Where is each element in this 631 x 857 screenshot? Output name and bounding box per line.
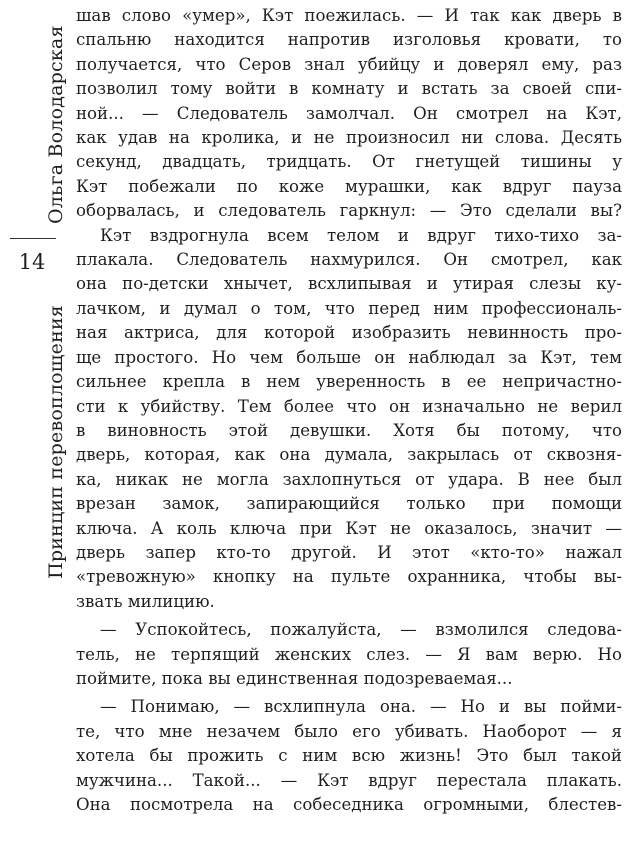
text-line: получается, что Серов знал убийцу и доверял ему, раз bbox=[76, 54, 622, 74]
text-line: Кэт побежали по коже мурашки, как вдруг пауза bbox=[76, 176, 622, 196]
text-line: ключа. А коль ключа при Кэт не оказалось, значит — bbox=[76, 518, 622, 538]
page-number: 14 bbox=[18, 250, 46, 274]
text-line: ще простого. Но чем больше он наблюдал за Кэт, тем bbox=[76, 347, 622, 367]
text-line: она по-детски хнычет, всхлипывая и утирая слезы ку- bbox=[76, 274, 622, 294]
text-line: позволил тому войти в комнату и встать за своей спи- bbox=[76, 79, 622, 99]
text-line: — Успокойтесь, пожалуйста, — взмолился следова- bbox=[100, 620, 622, 640]
paragraph-2 bbox=[76, 224, 622, 615]
text-line: в виновность этой девушки. Хотя бы потому, что bbox=[76, 420, 622, 440]
text-line: «тревожную» кнопку на пульте охранника, чтобы вы- bbox=[76, 567, 622, 587]
text-line: ная актриса, для которой изобразить невинность про- bbox=[76, 323, 622, 343]
text-line: — Понимаю, — всхлипнула она. — Но и вы пойми- bbox=[100, 697, 622, 717]
text-line: Кэт вздрогнула всем телом и вдруг тихо-тихо за- bbox=[100, 225, 622, 245]
running-header-author: Ольга Володарская bbox=[45, 25, 67, 224]
text-line: оборвалась, и следователь гаркнул: — Это сделали вы? bbox=[76, 201, 622, 221]
text-line: дверь, которая, как она думала, закрылась от сквозня- bbox=[76, 445, 622, 465]
text-line: спальню находится напротив изголовья кровати, то bbox=[76, 30, 622, 50]
paragraph-1 bbox=[76, 4, 622, 224]
body-text bbox=[76, 4, 622, 817]
text-line: ка, никак не могла захлопнуться от удара. В нее был bbox=[76, 469, 622, 489]
text-line: лачком, и думал о том, что перед ним профессиональ- bbox=[76, 298, 622, 318]
text-line: мужчина... Такой... — Кэт вдруг перестала плакать. bbox=[76, 770, 622, 790]
paragraph-3 bbox=[76, 618, 622, 691]
text-line: секунд, двадцать, тридцать. От гнетущей тишины у bbox=[76, 152, 622, 172]
text-line: сильнее крепла в нем уверенность в ее непричастно- bbox=[76, 372, 622, 392]
text-line: сти к убийству. Тем более что он изначально не верил bbox=[76, 396, 622, 416]
text-line: Она посмотрела на собеседника огромными, блестев- bbox=[76, 795, 622, 814]
running-header bbox=[0, 0, 68, 857]
running-header-divider bbox=[10, 238, 56, 239]
text-line: шав слово «умер», Кэт поежилась. — И так как дверь в bbox=[76, 6, 622, 25]
text-line: поймите, пока вы единственная подозреваемая... bbox=[76, 668, 513, 688]
text-line: хотела бы прожить с ним всю жизнь! Это был такой bbox=[76, 746, 622, 766]
text-line: те, что мне незачем было его убивать. Наоборот — я bbox=[76, 721, 622, 741]
running-header-book-title: Принцип перевоплощения bbox=[45, 305, 67, 579]
text-line: звать милицию. bbox=[76, 591, 215, 611]
text-line: как удав на кролика, и не произносил ни слова. Десять bbox=[76, 128, 622, 148]
paragraph-4 bbox=[76, 695, 622, 817]
text-line: врезан замок, запирающийся только при помощи bbox=[76, 494, 622, 514]
text-line: дверь запер кто-то другой. И этот «кто-то» нажал bbox=[76, 542, 622, 562]
text-line: тель, не терпящий женских слез. — Я вам верю. Но bbox=[76, 644, 622, 664]
text-line: плакала. Следователь нахмурился. Он смотрел, как bbox=[76, 250, 622, 270]
text-line: ной... — Следователь замолчал. Он смотрел на Кэт, bbox=[76, 103, 622, 123]
